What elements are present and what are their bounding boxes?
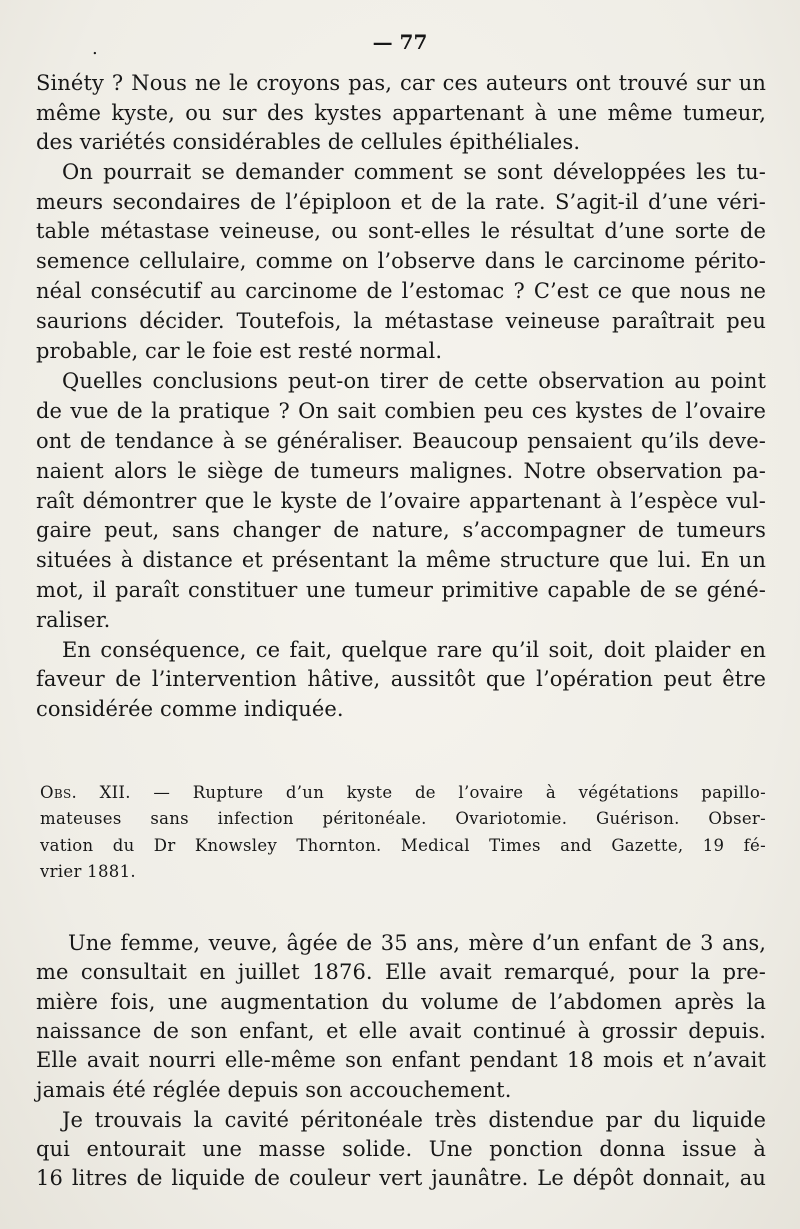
text-line: faveur de l’intervention hâtive, aussitôt que l’opération peut être: [36, 667, 766, 691]
text-line: ont de tendance à se généraliser. Beaucoup pensaient qu’ils deve-: [36, 429, 766, 453]
observation-title-line: mateuses sans infection péritonéale. Ovariotomie. Guérison. Obser-: [40, 809, 766, 828]
text-line: Quelles conclusions peut-on tirer de cette observation au point: [62, 369, 766, 393]
text-line: me consultait en juillet 1876. Elle avait remarqué, pour la pre-: [36, 960, 766, 984]
text-line: même kyste, ou sur des kystes appartenant à une même tumeur,: [36, 101, 766, 125]
text-line: raît démontrer que le kyste de l’ovaire appartenant à l’espèce vul-: [36, 489, 766, 513]
text-line: situées à distance et présentant la même structure que lui. En un: [36, 548, 766, 572]
text-line: 16 litres de liquide de couleur vert jaunâtre. Le dépôt donnait, au: [36, 1166, 766, 1190]
text-line: raliser.: [36, 608, 111, 632]
text-line: En conséquence, ce fait, quelque rare qu’il soit, doit plaider en: [62, 638, 766, 662]
text-line: meurs secondaires de l’épiploon et de la rate. S’agit-il d’une véri-: [36, 190, 766, 214]
text-line: probable, car le foie est resté normal.: [36, 339, 443, 363]
text-line: On pourrait se demander comment se sont développées les tu-: [62, 160, 766, 184]
text-line: saurions décider. Toutefois, la métastase veineuse paraîtrait peu: [36, 309, 766, 333]
observation-heading: [40, 780, 766, 806]
text-line: qui entourait une masse solide. Une ponction donna issue à: [36, 1137, 766, 1161]
text-line: Elle avait nourri elle-même son enfant pendant 18 mois et n’avait: [36, 1048, 766, 1072]
text-line: considérée comme indiquée.: [36, 697, 344, 721]
text-line: mière fois, une augmentation du volume de l’abdomen après la: [36, 990, 766, 1014]
text-line: naient alors le siège de tumeurs malignes. Notre observation pa-: [36, 459, 766, 483]
text-line: Une femme, veuve, âgée de 35 ans, mère d’un enfant de 3 ans,: [68, 931, 766, 955]
observation-label: Obs. XII.: [40, 783, 131, 802]
text-line: gaire peut, sans changer de nature, s’accompagner de tumeurs: [36, 518, 766, 542]
text-line: jamais été réglée depuis son accouchement.: [36, 1078, 512, 1102]
text-line: Sinéty ? Nous ne le croyons pas, car ces auteurs ont trouvé sur un: [36, 71, 766, 95]
text-line: semence cellulaire, comme on l’observe dans le carcinome périto-: [36, 249, 766, 273]
text-line: Je trouvais la cavité péritonéale très distendue par du liquide: [62, 1108, 766, 1132]
observation-title-line: vation du Dr Knowsley Thornton. Medical Times and Gazette, 19 fé-: [40, 836, 766, 855]
text-line: des variétés considérables de cellules épithéliales.: [36, 130, 581, 154]
observation-title-line: vrier 1881.: [40, 862, 136, 881]
ink-speck: .: [92, 38, 98, 59]
text-line: de vue de la pratique ? On sait combien peu ces kystes de l’ovaire: [36, 399, 766, 423]
text-line: néal consécutif au carcinome de l’estomac ? C’est ce que nous ne: [36, 279, 766, 303]
text-line: naissance de son enfant, et elle avait continué à grossir depuis.: [36, 1019, 766, 1043]
observation-title-line: — Rupture d’un kyste de l’ovaire à végétations papillo-: [153, 783, 766, 802]
text-line: mot, il paraît constituer une tumeur primitive capable de se géné-: [36, 578, 766, 602]
text-line: table métastase veineuse, ou sont-elles le résultat d’une sorte de: [36, 219, 766, 243]
page-number: — 77: [372, 30, 428, 54]
